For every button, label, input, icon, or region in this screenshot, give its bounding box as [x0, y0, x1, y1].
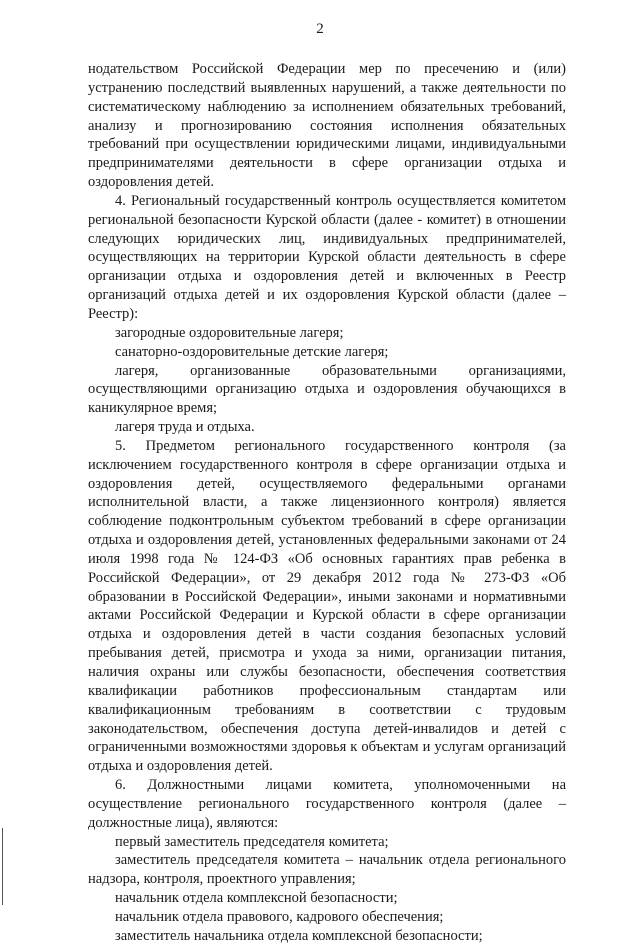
page-number: 2 — [316, 21, 324, 37]
list-item-official-4: начальник отдела правового, кадрового обеспечения; — [115, 908, 444, 925]
list-item-official-5: заместитель начальника отдела комплексной безопасности; — [115, 927, 483, 944]
paragraph-continuation: нодательством Российской Федерации мер по пресечению и (или) устранению последствий выявленных нарушений, а также деятельности по систематическому наблюдению за исполнением обязательных требований, анализу и прогнозированию состояния исполнения обязательных требований при осуществлении юридическими лицами, индивидуальными предпринимателями деятельности в сфере организации отдыха и оздоровления детей. — [88, 61, 566, 191]
list-item-country-camps: загородные оздоровительные лагеря; — [115, 324, 344, 341]
paragraph-item-4: 4. Региональный государственный контроль осуществляется комитетом региональной безопасности Курской области (далее - комитет) в отношении следующих юридических лиц, индивидуальных предпринимателей, осуществляющих на территории Курской области деятельность в сфере организации отдыха и оздоровления детей и включенных в Реестр организаций отдыха детей и их оздоровления Курской области (далее – Реестр): — [88, 192, 566, 322]
list-item-official-3: начальник отдела комплексной безопасности; — [115, 890, 398, 907]
paragraph-item-6: 6. Должностными лицами комитета, уполномоченными на осуществление регионального государственного контроля (далее – должностные лица), являются: — [88, 777, 566, 831]
paragraph-item-5: 5. Предметом регионального государственного контроля (за исключением государственного контроля в сфере организации отдыха и оздоровления детей, осуществляемого федеральными органами исполнительной власти, а также лицензионного контроля) является соблюдение подконтрольным субъектом требований в сфере организации отдыха и оздоровления детей, установленных федеральными законами от 24 июля 1998 года № 124-ФЗ «Об основных гарантиях прав ребенка в Российской Федерации», от 29 декабря 2012 года № 273-ФЗ «Об образовании в Российской Федерации», иными законами и нормативными актами Российской Федерации и Курской области в сфере организации отдыха и оздоровления детей в части создания безопасных условий пребывания детей, присмотра и ухода за ними, организации питания, наличия охраны или службы безопасности, обеспечения соответствия квалификации работников профессиональным стандартам или квалификационным требованиям в соответствии с трудовым законодательством, обеспечения доступа детей-инвалидов и детей с ограниченными возможностями здоровья к объектам и услугам организаций отдыха и оздоровления детей. — [88, 437, 566, 775]
document-body — [88, 60, 566, 946]
list-item-official-2: заместитель председателя комитета – начальник отдела регионального надзора, контроля, проектного управления; — [88, 852, 566, 888]
list-item-labor-camps: лагеря труда и отдыха. — [115, 419, 255, 436]
list-item-sanatorium-camps: санаторно-оздоровительные детские лагеря; — [115, 343, 389, 360]
list-item-school-camps: лагеря, организованные образовательными организациями, осуществляющими организацию отдыха и оздоровления обучающихся в каникулярное время; — [88, 362, 566, 417]
list-item-official-1: первый заместитель председателя комитета; — [115, 833, 389, 850]
scan-edge-line — [2, 828, 3, 905]
